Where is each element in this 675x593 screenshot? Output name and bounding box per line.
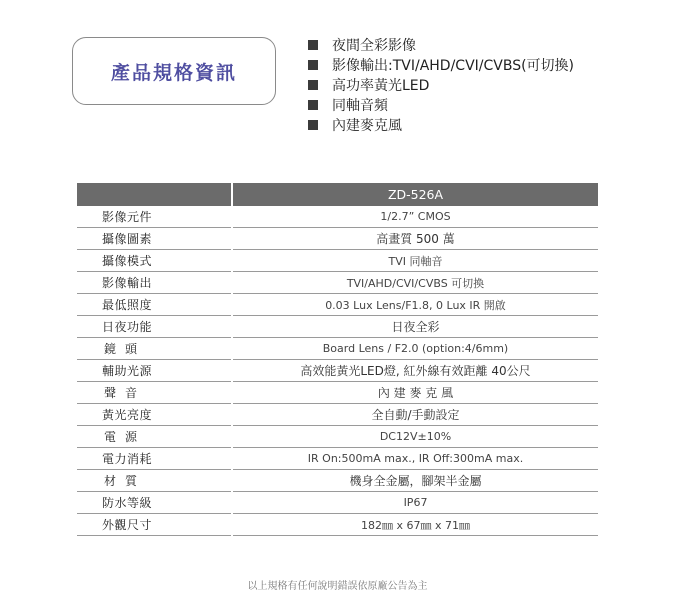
spec-value: IR On:500mA max., IR Off:300mA max.: [232, 448, 598, 470]
spec-label: 最低照度: [77, 294, 232, 316]
spec-label: 日夜功能: [77, 316, 232, 338]
table-row: [77, 448, 598, 470]
square-bullet-icon: [308, 80, 318, 90]
square-bullet-icon: [308, 120, 318, 130]
feature-text: 高功率黃光LED: [332, 78, 430, 94]
spec-table: [77, 183, 598, 536]
spec-label: 鏡頭: [77, 338, 232, 360]
spec-value: 全自動/手動設定: [232, 404, 598, 426]
table-row: [77, 404, 598, 426]
page-title: 產品規格資訊: [110, 61, 237, 84]
square-bullet-icon: [308, 100, 318, 110]
feature-item: [308, 55, 574, 75]
table-row: [77, 228, 598, 250]
spec-value: 高畫質 500 萬: [232, 228, 598, 250]
spec-value: 內 建 麥 克 風: [232, 382, 598, 404]
spec-label: 影像輸出: [77, 272, 232, 294]
table-row: [77, 316, 598, 338]
table-row: [77, 250, 598, 272]
model-header: ZD-526A: [232, 183, 598, 206]
spec-label: 黃光亮度: [77, 404, 232, 426]
spec-label: 材質: [77, 470, 232, 492]
spec-title-box: [72, 37, 276, 105]
table-row: [77, 514, 598, 536]
square-bullet-icon: [308, 60, 318, 70]
feature-text: 同軸音頻: [332, 98, 388, 114]
spec-label: 電力消耗: [77, 448, 232, 470]
feature-text: 內建麥克風: [332, 118, 402, 134]
spec-label: 聲音: [77, 382, 232, 404]
table-row: [77, 294, 598, 316]
spec-value: 高效能黃光LED燈, 紅外線有效距離 40公尺: [232, 360, 598, 382]
spec-label: 輔助光源: [77, 360, 232, 382]
table-row: [77, 426, 598, 448]
spec-value: 0.03 Lux Lens/F1.8, 0 Lux IR 開啟: [232, 294, 598, 316]
spec-label: 電源: [77, 426, 232, 448]
table-row: [77, 360, 598, 382]
spec-value: 日夜全彩: [232, 316, 598, 338]
feature-text: 夜間全彩影像: [332, 38, 416, 54]
spec-label: 防水等級: [77, 492, 232, 514]
table-row: [77, 382, 598, 404]
header-label-cell: [77, 183, 232, 206]
table-header-row: [77, 183, 598, 206]
table-row: [77, 272, 598, 294]
spec-label: 影像元件: [77, 206, 232, 228]
spec-value: IP67: [232, 492, 598, 514]
feature-list: [308, 35, 574, 135]
feature-item: [308, 35, 574, 55]
footnote: 以上規格有任何說明錯誤依原廠公告為主: [247, 581, 428, 592]
spec-value: TVI 同軸音: [232, 250, 598, 272]
table-row: [77, 206, 598, 228]
spec-value: 機身全金屬，腳架半金屬: [232, 470, 598, 492]
feature-item: [308, 95, 574, 115]
spec-value: TVI/AHD/CVI/CVBS 可切換: [232, 272, 598, 294]
table-row: [77, 492, 598, 514]
feature-text: 影像輸出:TVI/AHD/CVI/CVBS(可切換): [332, 58, 575, 74]
spec-value: Board Lens / F2.0 (option:4/6mm): [232, 338, 598, 360]
table-row: [77, 338, 598, 360]
feature-item: [308, 115, 574, 135]
spec-label: 外觀尺寸: [77, 514, 232, 536]
feature-item: [308, 75, 574, 95]
table-row: [77, 470, 598, 492]
square-bullet-icon: [308, 40, 318, 50]
spec-value: DC12V±10%: [232, 426, 598, 448]
spec-value: 1/2.7” CMOS: [232, 206, 598, 228]
spec-label: 攝像圖素: [77, 228, 232, 250]
spec-label: 攝像模式: [77, 250, 232, 272]
spec-value: 182㎜ x 67㎜ x 71㎜: [232, 514, 598, 536]
